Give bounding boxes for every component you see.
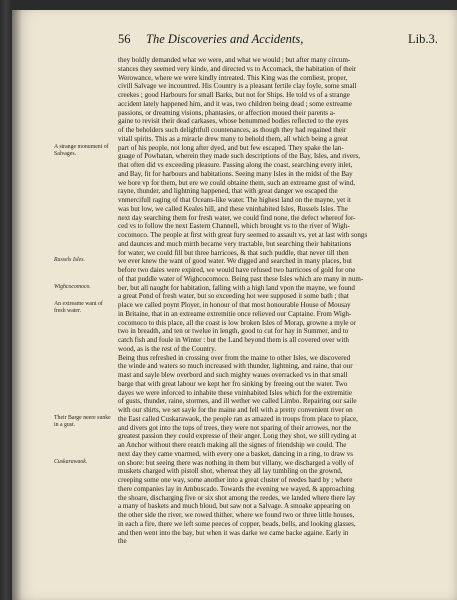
text-line: and divers got into the tops of trees, they were not sparing of their arrowes, nor the: [118, 423, 352, 432]
text-line: greatest passion they could expresse of their anger. Long they shot, we still ryding at: [118, 432, 357, 441]
page-header: [12, 32, 457, 50]
text-line: vitall spirits. This as a miracle drew many to behold them, all which being a great: [118, 134, 348, 143]
page-number: 56: [118, 32, 131, 46]
text-line: the: [118, 537, 127, 546]
text-line: creekes ; good Harbours for small Barks, but not for Ships. He told vs of a strange: [118, 91, 350, 99]
text-line: was but low, we called Keales hill, and these vninhabited Isles, Russels Isles. The: [118, 204, 348, 213]
margin-note: Russels Isles.: [54, 257, 85, 264]
text-line: in each a fire, there we left some peeces of copper, beads, bells, and looking glasses,: [118, 519, 356, 528]
margin-note: A strange monument of Salvages.: [54, 143, 109, 157]
text-line: they boldly demanded what we were, and what we would ; but after many circum-: [118, 56, 351, 64]
text-line: of gusts, thunder, raine, stormes, and ill wether we called Limbo. Repairing our saile: [118, 397, 357, 406]
body-text: [118, 56, 440, 546]
text-line: in Britaine, that in an extreame extremitie once relieved our Captaine. From Wigh-: [118, 309, 352, 318]
text-line: for water, we could fill but three barricoes, & that such puddle, that never till then: [118, 248, 349, 257]
text-line: passions, or dreaming visions, phantasies, or affection moued their parents a-: [118, 108, 336, 117]
text-line: accident lately happened him, and it was, two children being dead ; some extreame: [118, 99, 352, 108]
text-line: on shore: but seeing there was nothing in them but villany, we discharged a volly of: [118, 458, 354, 467]
text-line: place we called poynt Ployer, in honour of that most honourable House of Mousay: [118, 301, 351, 309]
text-line: two in breadth, and ten or twelue in length, good to cut for hay in Summer, and to: [118, 327, 349, 336]
text-line: we ever knew the want of good water. We digged and searched in many places, but: [118, 257, 352, 266]
text-line: of the beholders such delightfull countenances, as though they had regained their: [118, 126, 347, 134]
margin-notes: [54, 54, 114, 594]
text-line: the East called Cuskarawaok, the people ran as amazed in troups from place to place,: [118, 414, 358, 423]
margin-note: Cuskarawaok.: [54, 458, 88, 465]
margin-note: Wighcocomoco.: [54, 283, 91, 290]
text-line: vnmercifull raging of that Oceans-like water. The highest land on the mayne, yet it: [118, 196, 351, 204]
text-line: ced vs to follow the next Eastern Channell, which brought vs to the river of Wigh-: [118, 222, 350, 231]
text-line: ber, but all naught for habitation, falling with a high land vpon the mayne, we found: [118, 283, 355, 292]
text-line: an Anchor without there reatch making all the signes of friendship we could. The: [118, 441, 347, 449]
text-line: next day searching them for fresh water, we could find none, the defect whereof for-: [118, 213, 356, 222]
text-line: muskets charged with pistoll shot, whereat they all lay tumbling on the grownd,: [118, 467, 343, 476]
text-line: catch fish and foule in Winter : but the Land beyond them is all covered over with: [118, 336, 349, 344]
text-line: and then went into the bay, but when it was darke we came backe againe. Early in: [118, 528, 349, 537]
text-line: and Bay, fit for harbours and habitations. Seeing many Isles in the midst of the Bay: [118, 169, 353, 178]
text-line: the other side the river, we rowed thither, where we found two or three little houses,: [118, 511, 355, 519]
gutter-shadow: [12, 10, 22, 600]
book-page: [12, 10, 457, 600]
text-line: the shoare, discharging five or six shot among the reedes, we landed where there lay: [118, 493, 356, 502]
text-line: before two daies were expired, we would have refused two barricoes of gold for one: [118, 266, 356, 274]
text-line: rayne, thunder, and lightning happened, that with great danger we escaped the: [118, 187, 338, 196]
margin-note: An extreame want of fresh water.: [54, 301, 103, 315]
text-line: stances they seemed very kinde, and directed vs to Accomack, the habitation of their: [118, 64, 357, 73]
text-line: cocomoco. The people at first with great fury seemed to assault vs, yet at last with songs: [118, 231, 368, 239]
text-line: with our shirts, we set sayle for the maine and fell with a pretty convenient river on: [118, 406, 353, 414]
text-line: dayes we were inforced to inhabite these vninhabited Isles which for the extremitie: [118, 388, 353, 397]
text-line: the winde and waters so much increased with thunder, lightning, and raine, that our: [118, 362, 353, 371]
text-line: guage of Powhatan, wherein they made such descriptions of the Bay, Isles, and rivers,: [118, 152, 361, 161]
margin-note: Their Barge neere sunke in a gust.: [54, 414, 111, 428]
text-line: a many of baskets and much bloud, but saw not a Salvage. A smoake appearing on: [118, 502, 351, 511]
text-line: cocomoco to this place, all the coast is low broken Isles of Morap, growne a myle or: [118, 318, 356, 327]
text-line: next day they came vnarmed, with every one a basket, dancing in a ring, to draw vs: [118, 449, 354, 458]
text-line: of that puddle water of Wighcocomoco. Being past these Isles which are many in num-: [118, 274, 364, 283]
text-line: part of his people, not long after dyed, and but few escaped. They spake the lan-: [118, 143, 344, 152]
text-line: wood, as is the rest of the Country.: [118, 344, 216, 353]
text-line: there companies lay in Ambuscado. Towards the evening we wayed, & approaching: [118, 484, 355, 493]
text-line: barge that with great labour we kept her fro sinking by freeing out the water. Two: [118, 379, 348, 388]
text-line: a great Pond of fresh water, but so exceeding hot wee supposed it some bath ; that: [118, 292, 349, 301]
text-line: that often did vs exceeding pleasure. Passing along the coast, searching every inlet,: [118, 161, 353, 169]
text-line: Werowance, where we were kindly intreated. This King was the comliest, proper,: [118, 73, 348, 82]
text-line: and daunces and much mirth became very tractable, but searching their habitations: [118, 239, 352, 248]
text-line: gaine to revisit their dead carkases, whose benummed bodies reflected to the eyes: [118, 117, 349, 126]
text-line: we bore vp for them, but ere we could obtaine them, such an extreame gust of wind,: [118, 178, 355, 187]
text-line: creeping some one way, some another into a great cluster of reedes hard by ; where: [118, 476, 353, 484]
text-line: Being thus refreshed in crossing over from the maine to other Isles, we discovered: [118, 353, 351, 362]
running-head: The Discoveries and Accidents,: [146, 32, 304, 46]
text-line: civill Salvage we incountred. His Country is a pleasant fertile clay foyle, some small: [118, 82, 357, 91]
chapter-signature: Lib.3.: [408, 32, 438, 46]
text-line: mast and sayle blew overbord and such mighty waues overracked vs in that small: [118, 371, 348, 379]
